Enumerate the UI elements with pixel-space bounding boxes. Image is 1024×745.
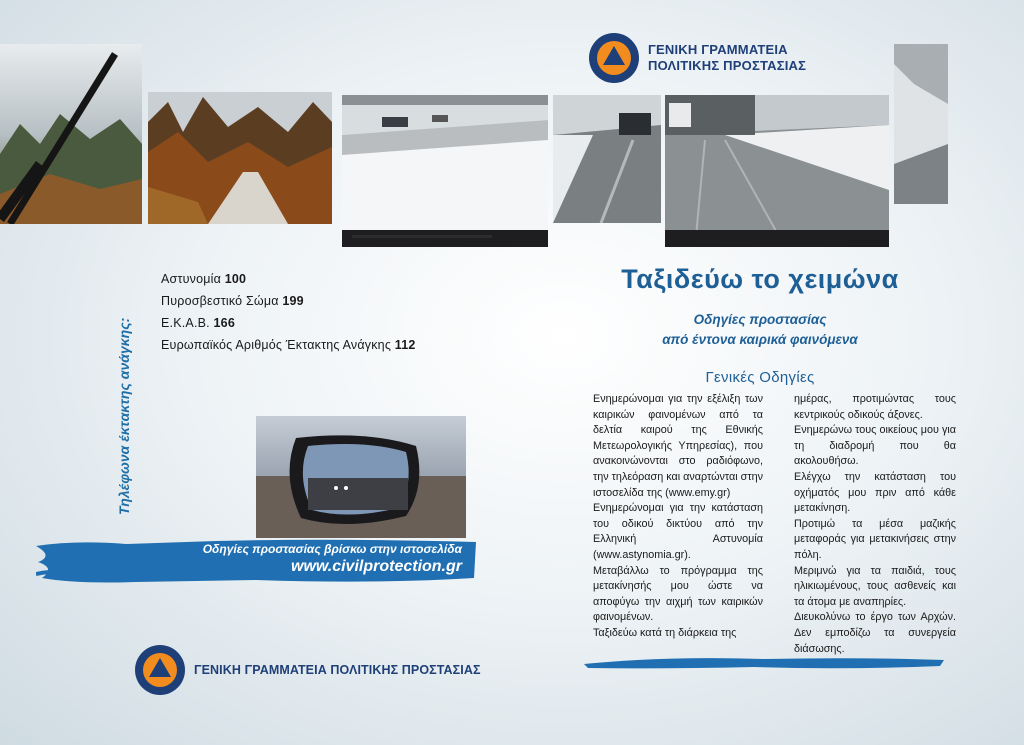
photo-windshield-wiper xyxy=(0,44,142,224)
emergency-item: Πυροσβεστικό Σώμα 199 xyxy=(161,294,304,308)
instruction-paragraph: Μεταβάλλω το πρόγραμμα της μετακίνησής μου ώστε να αποφύγω την αιχμή των καιρικών φαινομένων. xyxy=(593,564,763,624)
brush-stroke-bottom xyxy=(584,654,944,670)
website-banner xyxy=(36,538,476,584)
header-logo xyxy=(588,32,806,84)
page-title: Ταξιδεύω το χειμώνα xyxy=(621,264,899,294)
website-caption: Οδηγίες προστασίας βρίσκω στην ιστοσελίδα xyxy=(202,542,462,556)
civil-protection-seal-icon xyxy=(134,644,186,696)
instruction-paragraph: Διευκολύνω το έργο των Αρχών. Δεν εμποδίζω τα συνεργεία διάσωσης. xyxy=(794,611,956,655)
photo-side-mirror xyxy=(256,416,466,538)
instruction-paragraph: ημέρας, προτιμώντας τους κεντρικούς οδικούς άξονες. xyxy=(794,393,956,421)
instruction-paragraph: Ταξιδεύω κατά τη διάρκεια της xyxy=(593,626,737,639)
website-link[interactable]: www.civilprotection.gr xyxy=(291,558,462,575)
footer-org-name: ΓΕΝΙΚΗ ΓΡΑΜΜΑΤΕΙΑ ΠΟΛΙΤΙΚΗΣ ΠΡΟΣΤΑΣΙΑΣ xyxy=(194,663,481,677)
instruction-paragraph: Ενημερώνω τους οικείους μου για τη διαδρομή που θα ακολουθήσω. xyxy=(794,424,956,468)
header-org-name: ΓΕΝΙΚΗ ΓΡΑΜΜΑΤΕΙΑ ΠΟΛΙΤΙΚΗΣ ΠΡΟΣΤΑΣΙΑΣ xyxy=(648,42,807,73)
page-subtitle: Οδηγίες προστασίας από έντονα καιρικά φαινόμενα xyxy=(662,312,858,347)
instruction-paragraph: Ενημερώνομαι για την κατάσταση του οδικού δικτύου από την Ελληνική Αστυνομία (www.astynomia.gr). xyxy=(593,502,763,561)
photo-snowy-road-truck xyxy=(665,95,889,247)
emergency-heading: Τηλέφωνα έκτακτης ανάγκης: xyxy=(116,317,132,515)
instruction-paragraph: Προτιμώ τα μέσα μαζικής μεταφοράς για μετακινήσεις στην πόλη. xyxy=(794,517,956,561)
emergency-item: Ε.Κ.Α.Β. 166 xyxy=(161,316,235,330)
instruction-paragraph: Μεριμνώ για τα παιδιά, τους ηλικιωμένους, τους ασθενείς και τα άτομα με αναπηρίες. xyxy=(794,564,956,608)
instruction-paragraph: Ελέγχω την κατάσταση του οχήματός μου πριν από κάθε μετακίνηση. xyxy=(794,470,956,515)
photo-snowy-road-car xyxy=(553,95,661,223)
instructions-left-column xyxy=(593,392,763,642)
instruction-paragraph: Ενημερώνομαι για την εξέλιξη των καιρικών φαινομένων από τα δελτία καιρού της Εθνικής Μετεωρολογικής Υπηρεσίας), που ανακοινώνονται στο ραδιόφωνο, την τηλεόραση και αναρτώνται στην ιστοσελίδα της (www.emy.gr) xyxy=(593,393,764,499)
photo-autumn-forest-road xyxy=(148,92,332,224)
emergency-list xyxy=(161,268,416,356)
photo-snowy-highway-wide xyxy=(342,95,548,247)
footer-logo xyxy=(134,644,481,696)
emergency-item: Ευρωπαϊκός Αριθμός Έκτακτης Ανάγκης 112 xyxy=(161,338,416,352)
civil-protection-seal-icon xyxy=(588,32,640,84)
instructions-right-column xyxy=(794,392,956,657)
photo-snowy-slope xyxy=(894,44,948,204)
website-text xyxy=(203,542,462,576)
section-title: Γενικές Οδηγίες xyxy=(705,369,815,386)
emergency-item: Αστυνομία 100 xyxy=(161,272,247,286)
